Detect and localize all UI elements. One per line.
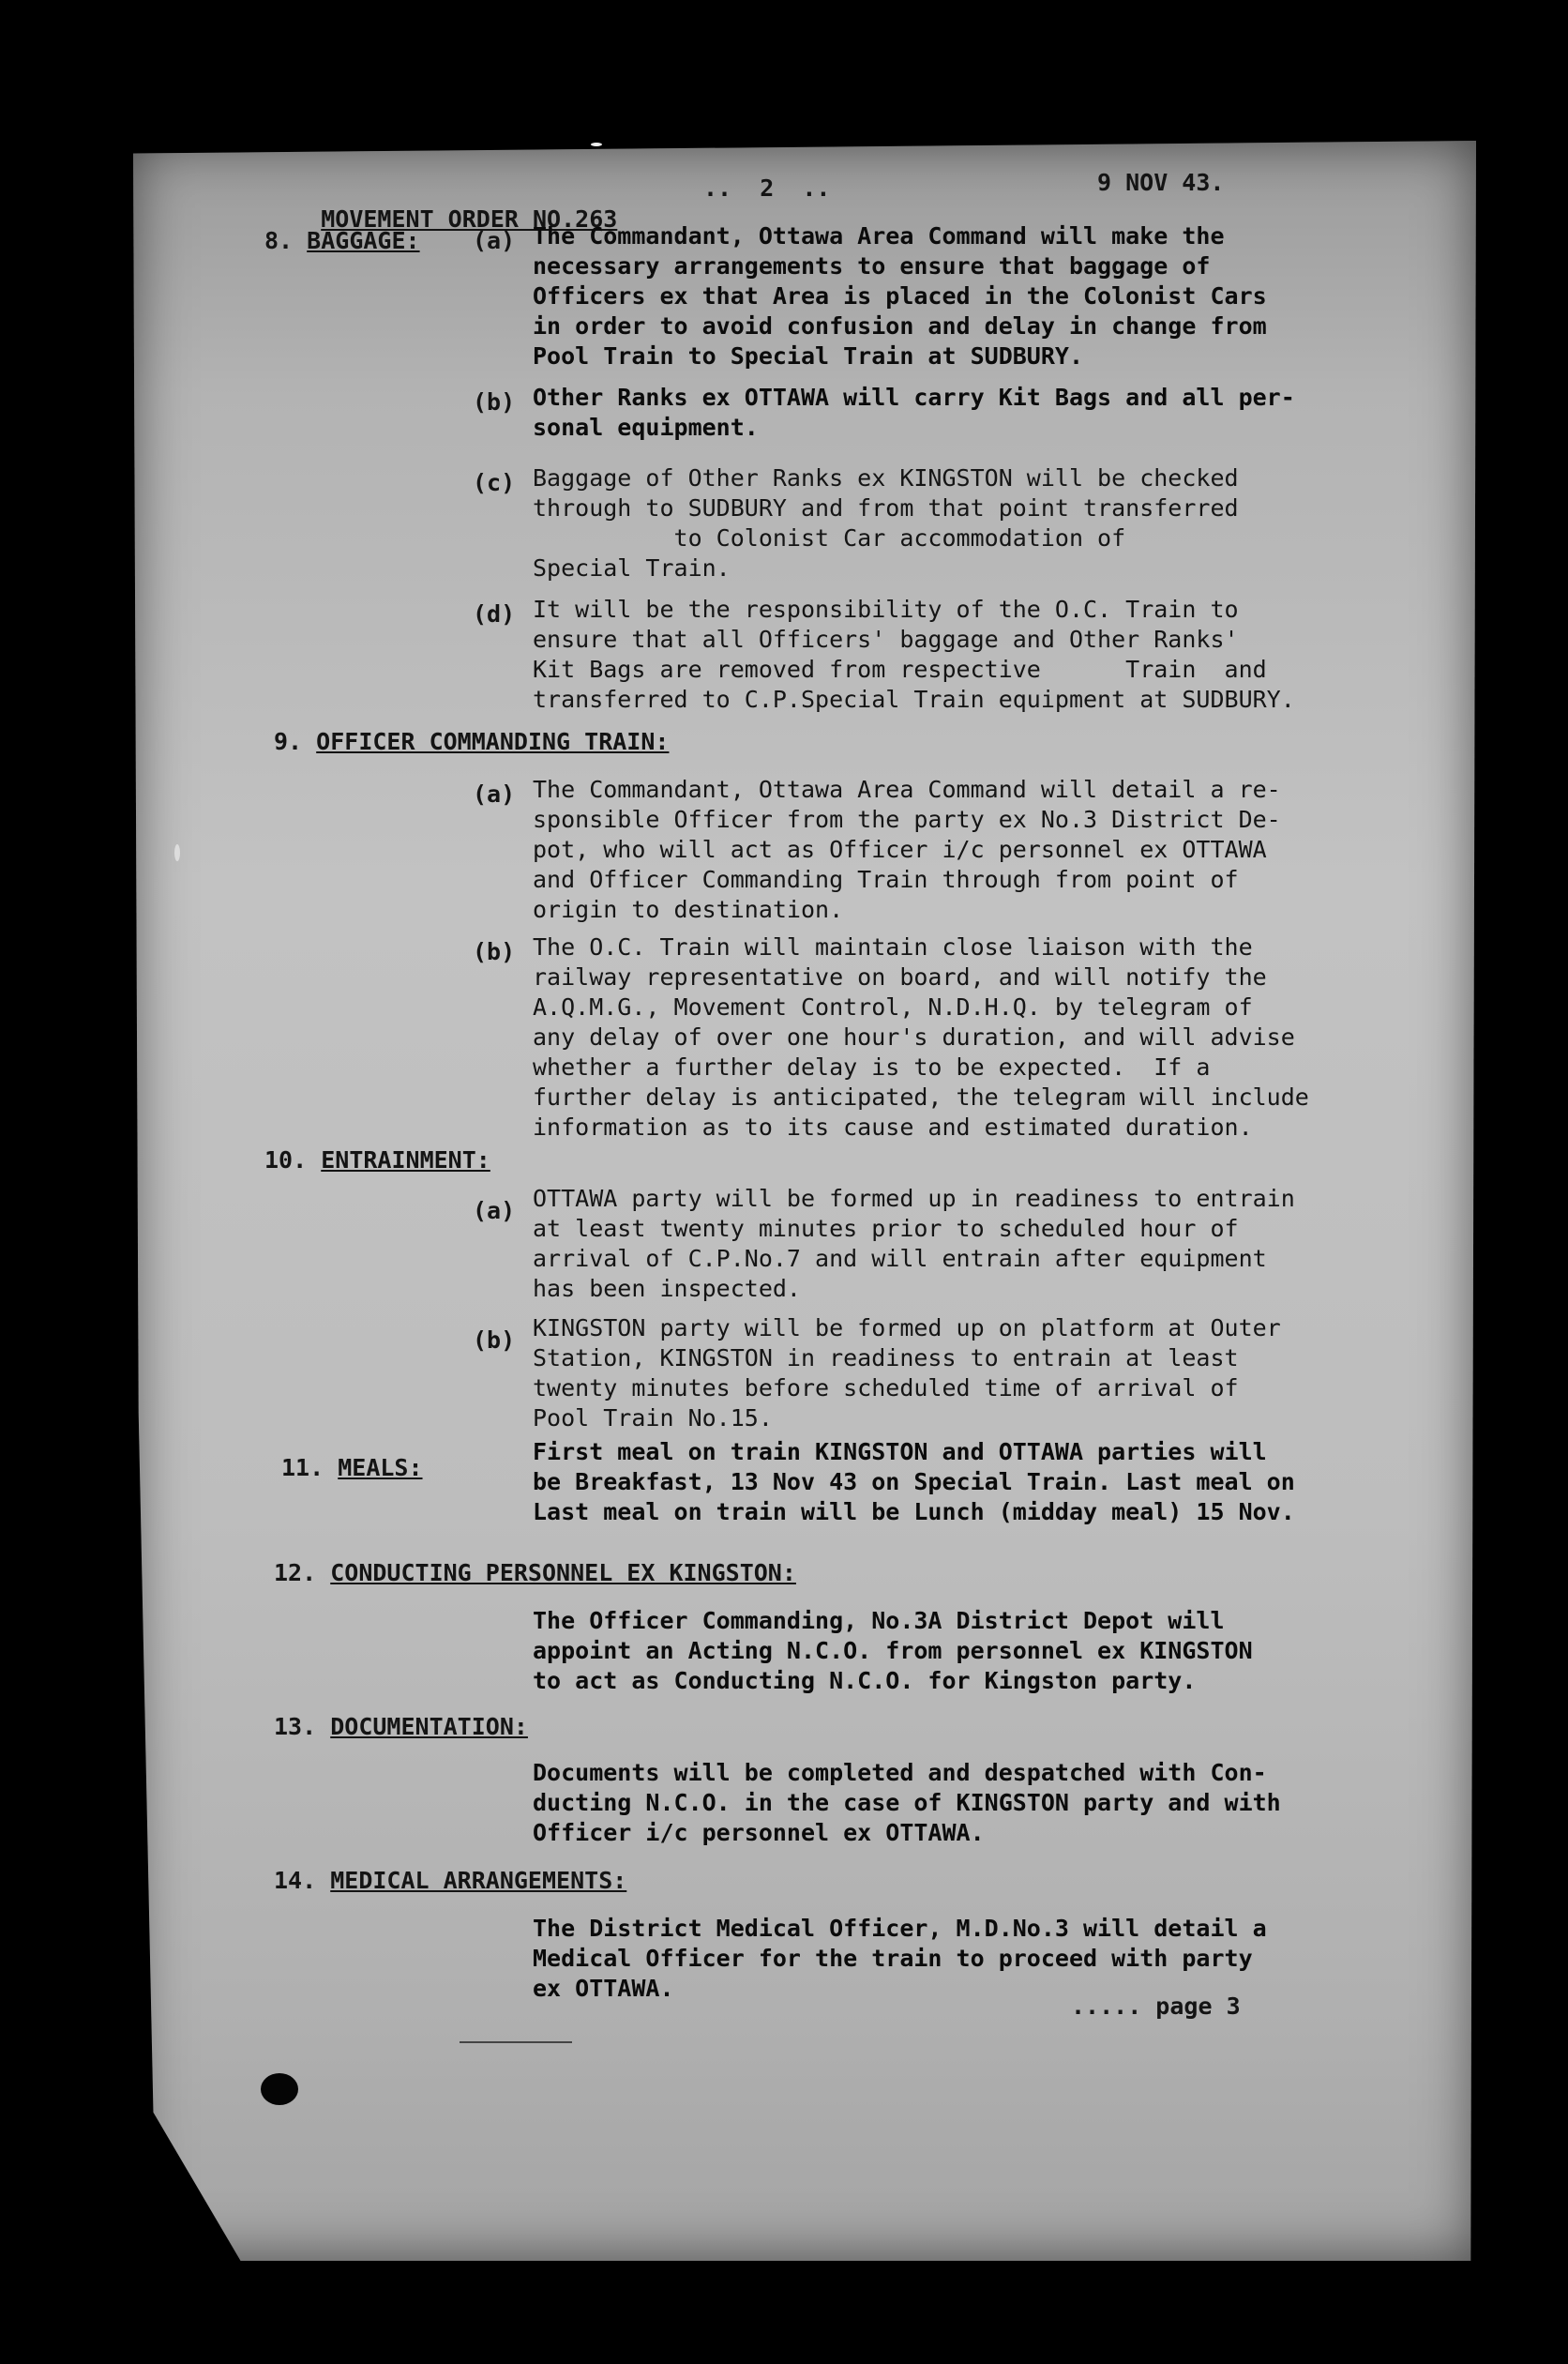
section-8a-text: The Commandant, Ottawa Area Command will make the necessary arrangements to ensure that baggage of Officers ex that Area is placed in the Colonist Cars in order to avoid confusion and delay in change from Pool Train to Special Train at SUDBURY.: [533, 222, 1267, 370]
section-8c-text: Baggage of Other Ranks ex KINGSTON will be checked through to SUDBURY and from that point transferred to Colonist Car accommodation of Special Train.: [533, 464, 1239, 582]
section-13-text: Documents will be completed and despatched with Con- ducting N.C.O. in the case of KINGSTON party and with Officer i/c personnel ex OTTAWA.: [533, 1759, 1281, 1846]
section-13-heading: 13. DOCUMENTATION:: [274, 1713, 528, 1740]
item-label: (a): [473, 227, 516, 254]
section-10-heading: 10. ENTRAINMENT:: [264, 1146, 490, 1174]
order-date: 9 NOV 43.: [1097, 169, 1225, 196]
item-label: (b): [473, 388, 516, 416]
section-9a-text: The Commandant, Ottawa Area Command will detail a re- sponsible Officer from the party ex No.3 District De- pot, who will act as Officer i/c personnel ex OTTAWA and Officer Commanding Train through from point of origin to destination.: [533, 776, 1281, 923]
item-label: (b): [473, 1326, 516, 1354]
section-12-heading: 12. CONDUCTING PERSONNEL EX KINGSTON:: [274, 1559, 796, 1586]
item-label: (d): [473, 600, 516, 628]
item-label: (a): [473, 780, 516, 808]
film-speck: [591, 143, 602, 146]
order-number: MOVEMENT ORDER NO.263: [321, 205, 618, 233]
film-speck: [174, 844, 180, 861]
section-12-text: The Officer Commanding, No.3A District Depot will appoint an Acting N.C.O. from personnel ex KINGSTON to act as Conducting N.C.O. for Kingston party.: [533, 1607, 1253, 1694]
ink-blot: [261, 2073, 298, 2105]
section-9-heading: 9. OFFICER COMMANDING TRAIN:: [274, 728, 670, 755]
section-14-text: The District Medical Officer, M.D.No.3 will detail a Medical Officer for the train to proceed with party ex OTTAWA.: [533, 1915, 1267, 2002]
section-8d-text: It will be the responsibility of the O.C. Train to ensure that all Officers' baggage and Other Ranks' Kit Bags are removed from respective Train and transferred to C.P.Special Train equipment at SUDBURY.: [533, 596, 1295, 713]
page-marker: .. 2 ..: [703, 174, 831, 202]
section-11-text: First meal on train KINGSTON and OTTAWA parties will be Breakfast, 13 Nov 43 on Special Train. Last meal on Last meal on train will be Lunch (midday meal) 15 Nov.: [533, 1438, 1295, 1525]
section-8b-text: Other Ranks ex OTTAWA will carry Kit Bags and all per- sonal equipment.: [533, 384, 1295, 441]
section-10b-text: KINGSTON party will be formed up on platform at Outer Station, KINGSTON in readiness to entrain at least twenty minutes before scheduled time of arrival of Pool Train No.15.: [533, 1314, 1281, 1432]
item-label: (c): [473, 469, 516, 496]
section-11-heading: 11. MEALS:: [281, 1454, 423, 1481]
item-label: (b): [473, 938, 516, 965]
divider-line: [460, 2041, 572, 2043]
continuation-note: ..... page 3: [1071, 1993, 1241, 2020]
section-10a-text: OTTAWA party will be formed up in readiness to entrain at least twenty minutes prior to scheduled hour of arrival of C.P.No.7 and will entrain after equipment has been inspected.: [533, 1185, 1295, 1302]
section-9b-text: The O.C. Train will maintain close liaison with the railway representative on board, and will notify the A.Q.M.G., Movement Control, N.D.H.Q. by telegram of any delay of over one hour's duration, and will advise whether a further delay is to be expected. If a further delay is anticipated, the telegram will include information as to its cause and estimated duration.: [533, 933, 1309, 1141]
section-14-heading: 14. MEDICAL ARRANGEMENTS:: [274, 1867, 627, 1894]
item-label: (a): [473, 1197, 516, 1224]
section-8-heading: 8. BAGGAGE:: [264, 227, 420, 254]
